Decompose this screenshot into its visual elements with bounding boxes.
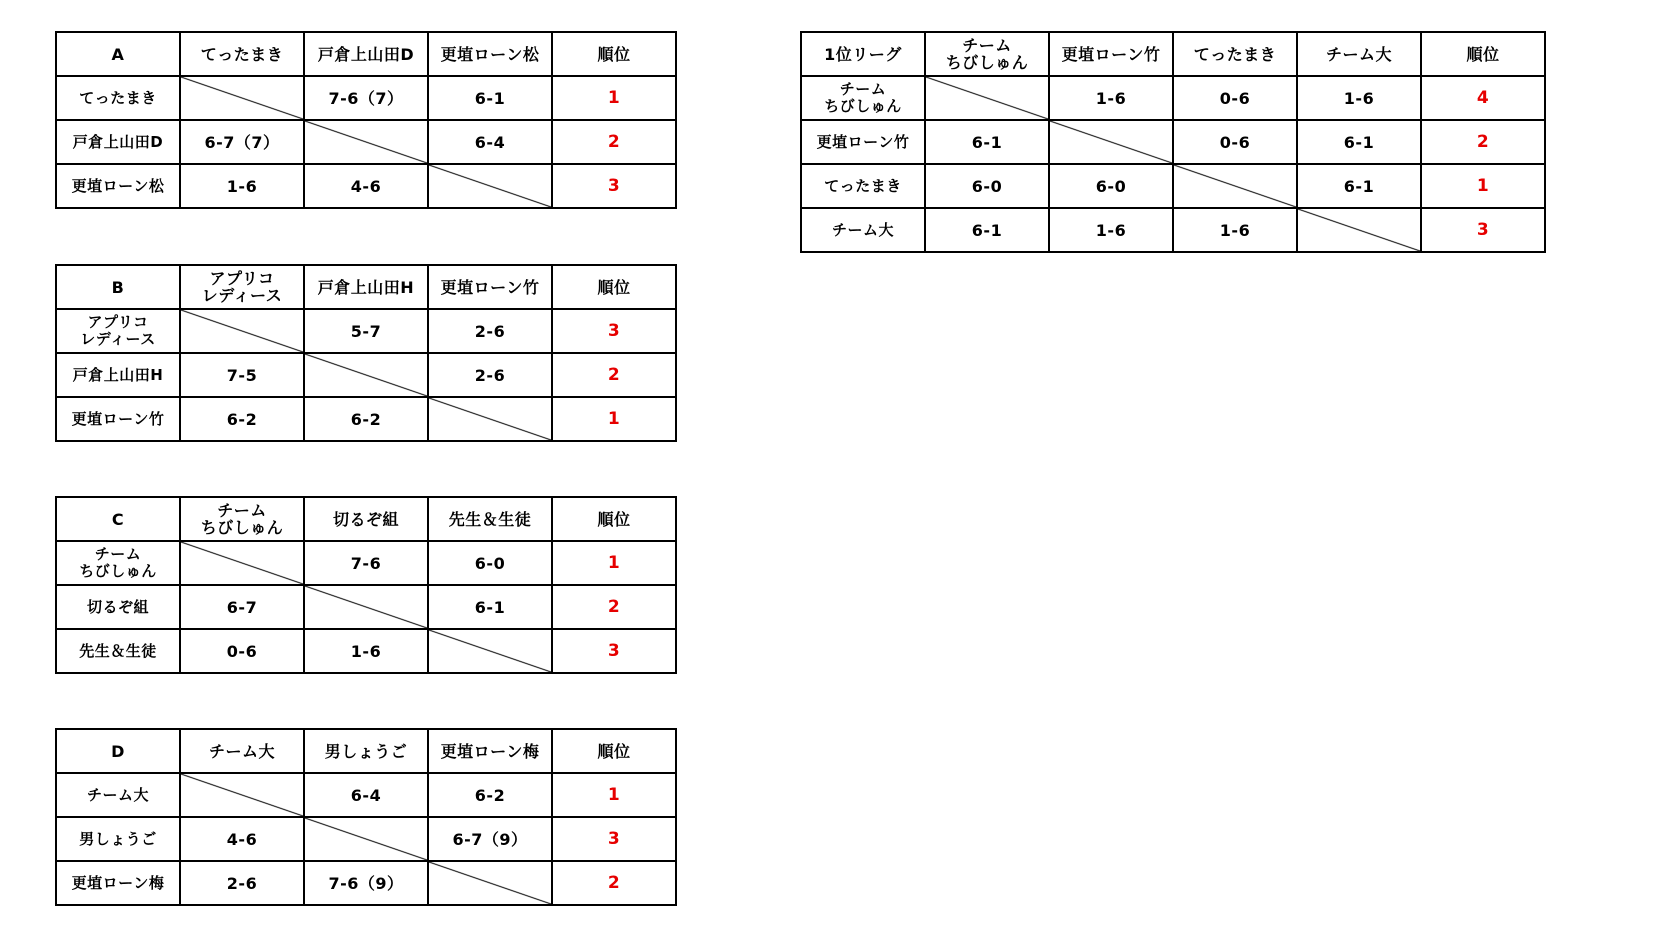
column-team: チーム ちびしゅん: [925, 32, 1049, 76]
column-team: アプリコ レディース: [180, 265, 304, 309]
score-cell: 6-2: [428, 773, 552, 817]
score-cell: 7-6（7）: [304, 76, 428, 120]
self-match-cell: [304, 120, 428, 164]
row-team: 更埴ローン竹: [801, 120, 925, 164]
self-match-cell: [428, 861, 552, 905]
table-row: [801, 120, 1545, 164]
row-team: てったまき: [801, 164, 925, 208]
score-cell: 6-0: [428, 541, 552, 585]
score-cell: 4-6: [304, 164, 428, 208]
table-row: [801, 76, 1545, 120]
rank-header: 順位: [552, 32, 676, 76]
table-row: [56, 541, 676, 585]
table-row: [56, 585, 676, 629]
row-team: 男しょうご: [56, 817, 180, 861]
rank-cell: 1: [552, 541, 676, 585]
column-team: 切るぞ組: [304, 497, 428, 541]
score-cell: 7-5: [180, 353, 304, 397]
table-row: [56, 861, 676, 905]
row-team: チーム大: [56, 773, 180, 817]
rank-cell: 2: [552, 353, 676, 397]
score-cell: 7-6: [304, 541, 428, 585]
score-cell: 6-7（9）: [428, 817, 552, 861]
rank-cell: 1: [552, 773, 676, 817]
rank-cell: 3: [552, 817, 676, 861]
score-cell: 1-6: [1173, 208, 1297, 252]
self-match-cell: [180, 309, 304, 353]
score-cell: 6-1: [428, 585, 552, 629]
row-team: 更埴ローン松: [56, 164, 180, 208]
row-team: アプリコ レディース: [56, 309, 180, 353]
league-label: C: [56, 497, 180, 541]
score-cell: 0-6: [1173, 120, 1297, 164]
row-team: 先生＆生徒: [56, 629, 180, 673]
score-cell: 1-6: [304, 629, 428, 673]
self-match-cell: [180, 76, 304, 120]
row-team: チーム大: [801, 208, 925, 252]
rank-cell: 2: [552, 585, 676, 629]
row-team: 切るぞ組: [56, 585, 180, 629]
score-cell: 6-1: [1297, 164, 1421, 208]
score-cell: 6-4: [304, 773, 428, 817]
league-a-table: [55, 31, 677, 209]
table-row: [56, 817, 676, 861]
score-cell: 6-0: [1049, 164, 1173, 208]
league-c-table: [55, 496, 677, 674]
column-team: てったまき: [1173, 32, 1297, 76]
column-team: 更埴ローン梅: [428, 729, 552, 773]
score-cell: 6-7: [180, 585, 304, 629]
self-match-cell: [1049, 120, 1173, 164]
row-team: チーム ちびしゅん: [801, 76, 925, 120]
column-team: 男しょうご: [304, 729, 428, 773]
score-cell: 4-6: [180, 817, 304, 861]
league-label: A: [56, 32, 180, 76]
final-league-table: [800, 31, 1546, 253]
self-match-cell: [304, 353, 428, 397]
self-match-cell: [304, 817, 428, 861]
self-match-cell: [180, 773, 304, 817]
rank-cell: 2: [552, 120, 676, 164]
league-b-table: [55, 264, 677, 442]
row-team: 更埴ローン梅: [56, 861, 180, 905]
row-team: チーム ちびしゅん: [56, 541, 180, 585]
score-cell: 2-6: [180, 861, 304, 905]
table-row: [56, 773, 676, 817]
column-team: 更埴ローン竹: [1049, 32, 1173, 76]
score-cell: 6-2: [304, 397, 428, 441]
table-row: [56, 629, 676, 673]
score-cell: 1-6: [1297, 76, 1421, 120]
row-team: 戸倉上山田D: [56, 120, 180, 164]
score-cell: 6-1: [428, 76, 552, 120]
score-cell: 2-6: [428, 309, 552, 353]
rank-cell: 1: [1421, 164, 1545, 208]
score-cell: 6-7（7）: [180, 120, 304, 164]
league-d-table: [55, 728, 677, 906]
score-cell: 0-6: [1173, 76, 1297, 120]
column-team: チーム大: [1297, 32, 1421, 76]
score-cell: 6-2: [180, 397, 304, 441]
table-row: [56, 353, 676, 397]
column-team: 戸倉上山田D: [304, 32, 428, 76]
self-match-cell: [428, 397, 552, 441]
rank-cell: 3: [552, 629, 676, 673]
score-cell: 6-1: [925, 208, 1049, 252]
rank-cell: 3: [1421, 208, 1545, 252]
self-match-cell: [428, 629, 552, 673]
score-cell: 5-7: [304, 309, 428, 353]
row-team: てったまき: [56, 76, 180, 120]
column-team: 先生＆生徒: [428, 497, 552, 541]
header-row: [801, 32, 1545, 76]
table-row: [56, 76, 676, 120]
column-team: チーム ちびしゅん: [180, 497, 304, 541]
self-match-cell: [180, 541, 304, 585]
rank-cell: 2: [1421, 120, 1545, 164]
table-row: [801, 208, 1545, 252]
score-cell: 6-0: [925, 164, 1049, 208]
score-cell: 6-1: [1297, 120, 1421, 164]
league-label: 1位リーグ: [801, 32, 925, 76]
score-cell: 1-6: [1049, 76, 1173, 120]
header-row: [56, 729, 676, 773]
league-label: D: [56, 729, 180, 773]
score-cell: 1-6: [1049, 208, 1173, 252]
rank-cell: 4: [1421, 76, 1545, 120]
score-cell: 2-6: [428, 353, 552, 397]
rank-cell: 3: [552, 164, 676, 208]
header-row: [56, 265, 676, 309]
row-team: 戸倉上山田H: [56, 353, 180, 397]
column-team: 戸倉上山田H: [304, 265, 428, 309]
score-cell: 7-6（9）: [304, 861, 428, 905]
rank-header: 順位: [552, 497, 676, 541]
table-row: [56, 309, 676, 353]
rank-cell: 1: [552, 397, 676, 441]
row-team: 更埴ローン竹: [56, 397, 180, 441]
header-row: [56, 497, 676, 541]
header-row: [56, 32, 676, 76]
score-cell: 6-4: [428, 120, 552, 164]
table-row: [56, 397, 676, 441]
column-team: チーム大: [180, 729, 304, 773]
self-match-cell: [1173, 164, 1297, 208]
table-row: [801, 164, 1545, 208]
self-match-cell: [925, 76, 1049, 120]
rank-cell: 1: [552, 76, 676, 120]
score-cell: 6-1: [925, 120, 1049, 164]
table-row: [56, 120, 676, 164]
score-cell: 0-6: [180, 629, 304, 673]
league-label: B: [56, 265, 180, 309]
self-match-cell: [1297, 208, 1421, 252]
table-row: [56, 164, 676, 208]
score-cell: 1-6: [180, 164, 304, 208]
rank-header: 順位: [552, 265, 676, 309]
column-team: てったまき: [180, 32, 304, 76]
column-team: 更埴ローン竹: [428, 265, 552, 309]
self-match-cell: [304, 585, 428, 629]
rank-cell: 3: [552, 309, 676, 353]
self-match-cell: [428, 164, 552, 208]
column-team: 更埴ローン松: [428, 32, 552, 76]
rank-header: 順位: [1421, 32, 1545, 76]
rank-cell: 2: [552, 861, 676, 905]
rank-header: 順位: [552, 729, 676, 773]
